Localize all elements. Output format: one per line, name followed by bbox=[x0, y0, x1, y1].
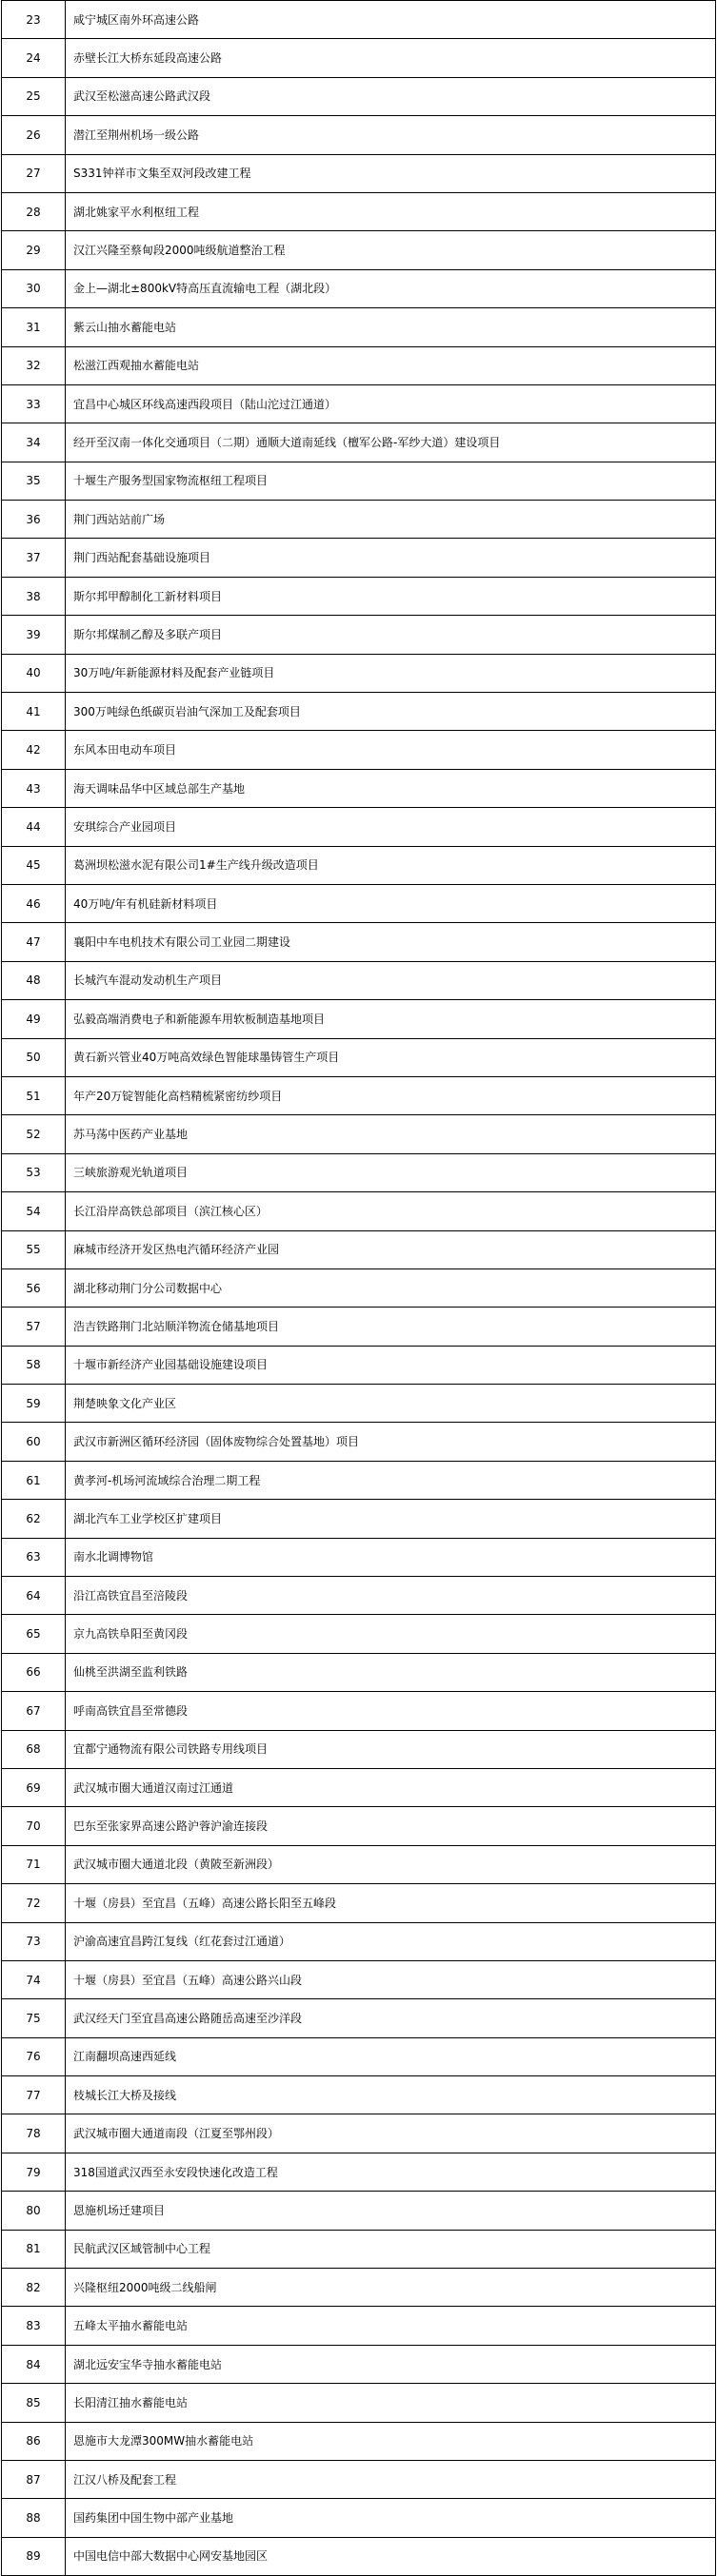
table-row bbox=[2, 192, 716, 230]
project-name: 宜昌中心城区环线高速西段项目（陆山沱过江通道） bbox=[66, 384, 716, 423]
project-table-body bbox=[2, 1, 716, 2576]
table-row bbox=[2, 577, 716, 615]
project-name: 荆门西站配套基础设施项目 bbox=[66, 539, 716, 577]
project-name: 荆门西站站前广场 bbox=[66, 501, 716, 539]
row-number: 35 bbox=[2, 462, 66, 500]
table-row bbox=[2, 1960, 716, 1998]
project-name: 武汉市新洲区循环经济园（固体废物综合处置基地）项目 bbox=[66, 1423, 716, 1461]
project-name: 民航武汉区域管制中心工程 bbox=[66, 2230, 716, 2268]
table-row bbox=[2, 1538, 716, 1576]
project-table bbox=[1, 0, 716, 2576]
project-name: 紫云山抽水蓄能电站 bbox=[66, 308, 716, 346]
project-name: 武汉城市圈大通道汉南过江通道 bbox=[66, 1768, 716, 1806]
project-name: 武汉城市圈大通道北段（黄陂至新洲段） bbox=[66, 1845, 716, 1883]
row-number: 48 bbox=[2, 961, 66, 999]
project-name: 宜都宁通物流有限公司铁路专用线项目 bbox=[66, 1730, 716, 1768]
row-number: 74 bbox=[2, 1960, 66, 1998]
table-row bbox=[2, 1653, 716, 1691]
row-number: 43 bbox=[2, 769, 66, 807]
row-number: 24 bbox=[2, 39, 66, 77]
table-row bbox=[2, 1884, 716, 1922]
table-row bbox=[2, 2537, 716, 2575]
project-name: 长城汽车混动发动机生产项目 bbox=[66, 961, 716, 999]
table-row bbox=[2, 2499, 716, 2537]
table-row bbox=[2, 808, 716, 846]
table-row bbox=[2, 423, 716, 462]
row-number: 54 bbox=[2, 1192, 66, 1230]
row-number: 32 bbox=[2, 346, 66, 384]
table-row bbox=[2, 2307, 716, 2345]
row-number: 70 bbox=[2, 1807, 66, 1845]
row-number: 61 bbox=[2, 1461, 66, 1499]
project-name: 经开至汉南一体化交通项目（二期）通顺大道南延线（檀军公路-军纱大道）建设项目 bbox=[66, 423, 716, 462]
table-row bbox=[2, 1000, 716, 1038]
table-row bbox=[2, 1153, 716, 1191]
table-row bbox=[2, 2153, 716, 2191]
project-name: 武汉至松滋高速公路武汉段 bbox=[66, 77, 716, 115]
project-name: 十堰市新经济产业园基础设施建设项目 bbox=[66, 1346, 716, 1384]
table-row bbox=[2, 884, 716, 922]
table-row bbox=[2, 1385, 716, 1423]
row-number: 68 bbox=[2, 1730, 66, 1768]
table-row bbox=[2, 346, 716, 384]
table-row bbox=[2, 116, 716, 154]
row-number: 53 bbox=[2, 1153, 66, 1191]
row-number: 66 bbox=[2, 1653, 66, 1691]
row-number: 77 bbox=[2, 2076, 66, 2114]
project-name: 潜江至荆州机场一级公路 bbox=[66, 116, 716, 154]
table-row bbox=[2, 1845, 716, 1883]
row-number: 60 bbox=[2, 1423, 66, 1461]
table-row bbox=[2, 1999, 716, 2037]
row-number: 44 bbox=[2, 808, 66, 846]
project-name: 长阳清江抽水蓄能电站 bbox=[66, 2384, 716, 2422]
row-number: 40 bbox=[2, 654, 66, 692]
project-name: 40万吨/年有机硅新材料项目 bbox=[66, 884, 716, 922]
table-row bbox=[2, 384, 716, 423]
project-name: 恩施机场迁建项目 bbox=[66, 2192, 716, 2230]
project-name: 武汉经天门至宜昌高速公路随岳高速至沙洋段 bbox=[66, 1999, 716, 2037]
project-name: 沪渝高速宜昌跨江复线（红花套过江通道） bbox=[66, 1922, 716, 1960]
table-row bbox=[2, 1615, 716, 1653]
table-row bbox=[2, 2422, 716, 2460]
project-name: 五峰太平抽水蓄能电站 bbox=[66, 2307, 716, 2345]
table-row bbox=[2, 462, 716, 500]
row-number: 87 bbox=[2, 2461, 66, 2499]
table-row bbox=[2, 1577, 716, 1615]
row-number: 55 bbox=[2, 1230, 66, 1268]
table-row bbox=[2, 1768, 716, 1806]
project-name: 黄孝河-机场河流域综合治理二期工程 bbox=[66, 1461, 716, 1499]
project-name: 中国电信中部大数据中心网安基地园区 bbox=[66, 2537, 716, 2575]
row-number: 39 bbox=[2, 616, 66, 654]
table-row bbox=[2, 654, 716, 692]
project-name: 荆楚映象文化产业区 bbox=[66, 1385, 716, 1423]
row-number: 83 bbox=[2, 2307, 66, 2345]
table-row bbox=[2, 308, 716, 346]
project-name: 十堰（房县）至宜昌（五峰）高速公路兴山段 bbox=[66, 1960, 716, 1998]
table-row bbox=[2, 154, 716, 192]
table-row bbox=[2, 501, 716, 539]
table-row bbox=[2, 2269, 716, 2307]
row-number: 42 bbox=[2, 731, 66, 769]
project-name: 京九高铁阜阳至黄冈段 bbox=[66, 1615, 716, 1653]
project-name: 金上—湖北±800kV特高压直流输电工程（湖北段） bbox=[66, 269, 716, 307]
table-row bbox=[2, 1268, 716, 1307]
project-name: 东风本田电动车项目 bbox=[66, 731, 716, 769]
row-number: 72 bbox=[2, 1884, 66, 1922]
table-row bbox=[2, 1346, 716, 1384]
table-row bbox=[2, 2345, 716, 2383]
project-name: 麻城市经济开发区热电汽循环经济产业园 bbox=[66, 1230, 716, 1268]
table-row bbox=[2, 2384, 716, 2422]
project-name: 呼南高铁宜昌至常德段 bbox=[66, 1692, 716, 1730]
row-number: 30 bbox=[2, 269, 66, 307]
row-number: 46 bbox=[2, 884, 66, 922]
row-number: 75 bbox=[2, 1999, 66, 2037]
project-name: 长江沿岸高铁总部项目（滨江核心区） bbox=[66, 1192, 716, 1230]
row-number: 49 bbox=[2, 1000, 66, 1038]
project-name: 湖北姚家平水利枢纽工程 bbox=[66, 192, 716, 230]
table-row bbox=[2, 1922, 716, 1960]
project-name: 三峡旅游观光轨道项目 bbox=[66, 1153, 716, 1191]
table-row bbox=[2, 731, 716, 769]
table-row bbox=[2, 1, 716, 39]
project-name: 江南翻坝高速西延线 bbox=[66, 2037, 716, 2075]
table-row bbox=[2, 2192, 716, 2230]
row-number: 82 bbox=[2, 2269, 66, 2307]
project-name: 斯尔邦甲醇制化工新材料项目 bbox=[66, 577, 716, 615]
table-row bbox=[2, 846, 716, 884]
row-number: 36 bbox=[2, 501, 66, 539]
row-number: 38 bbox=[2, 577, 66, 615]
table-row bbox=[2, 693, 716, 731]
row-number: 80 bbox=[2, 2192, 66, 2230]
row-number: 84 bbox=[2, 2345, 66, 2383]
table-row bbox=[2, 269, 716, 307]
row-number: 27 bbox=[2, 154, 66, 192]
project-name: 枝城长江大桥及接线 bbox=[66, 2076, 716, 2114]
row-number: 33 bbox=[2, 384, 66, 423]
table-row bbox=[2, 1461, 716, 1499]
project-name: 国药集团中国生物中部产业基地 bbox=[66, 2499, 716, 2537]
project-name: 沿江高铁宜昌至涪陵段 bbox=[66, 1577, 716, 1615]
table-row bbox=[2, 231, 716, 269]
project-name: 仙桃至洪湖至监利铁路 bbox=[66, 1653, 716, 1691]
table-row bbox=[2, 1115, 716, 1153]
row-number: 78 bbox=[2, 2114, 66, 2153]
row-number: 25 bbox=[2, 77, 66, 115]
table-row bbox=[2, 539, 716, 577]
row-number: 51 bbox=[2, 1076, 66, 1114]
row-number: 57 bbox=[2, 1308, 66, 1346]
table-row bbox=[2, 2114, 716, 2153]
project-name: 松滋江西观抽水蓄能电站 bbox=[66, 346, 716, 384]
table-row bbox=[2, 2461, 716, 2499]
project-name: 南水北调博物馆 bbox=[66, 1538, 716, 1576]
project-name: 安琪综合产业园项目 bbox=[66, 808, 716, 846]
project-name: 咸宁城区南外环高速公路 bbox=[66, 1, 716, 39]
row-number: 56 bbox=[2, 1268, 66, 1307]
project-name: 30万吨/年新能源材料及配套产业链项目 bbox=[66, 654, 716, 692]
project-name: 葛洲坝松滋水泥有限公司1#生产线升级改造项目 bbox=[66, 846, 716, 884]
row-number: 50 bbox=[2, 1038, 66, 1076]
table-row bbox=[2, 1692, 716, 1730]
project-name: 年产20万锭智能化高档精梳紧密纺纱项目 bbox=[66, 1076, 716, 1114]
project-name: 十堰（房县）至宜昌（五峰）高速公路长阳至五峰段 bbox=[66, 1884, 716, 1922]
table-row bbox=[2, 2037, 716, 2075]
row-number: 62 bbox=[2, 1500, 66, 1538]
project-name: S331钟祥市文集至双河段改建工程 bbox=[66, 154, 716, 192]
row-number: 88 bbox=[2, 2499, 66, 2537]
project-name: 湖北远安宝华寺抽水蓄能电站 bbox=[66, 2345, 716, 2383]
row-number: 45 bbox=[2, 846, 66, 884]
table-row bbox=[2, 1807, 716, 1845]
row-number: 31 bbox=[2, 308, 66, 346]
row-number: 41 bbox=[2, 693, 66, 731]
project-name: 兴隆枢纽2000吨级二线船闸 bbox=[66, 2269, 716, 2307]
project-name: 湖北移动荆门分公司数据中心 bbox=[66, 1268, 716, 1307]
table-row bbox=[2, 77, 716, 115]
row-number: 69 bbox=[2, 1768, 66, 1806]
row-number: 23 bbox=[2, 1, 66, 39]
table-row bbox=[2, 1308, 716, 1346]
row-number: 58 bbox=[2, 1346, 66, 1384]
project-name: 318国道武汉西至永安段快速化改造工程 bbox=[66, 2153, 716, 2191]
table-row bbox=[2, 961, 716, 999]
row-number: 79 bbox=[2, 2153, 66, 2191]
table-row bbox=[2, 1500, 716, 1538]
table-row bbox=[2, 1076, 716, 1114]
row-number: 26 bbox=[2, 116, 66, 154]
project-name: 黄石新兴管业40万吨高效绿色智能球墨铸管生产项目 bbox=[66, 1038, 716, 1076]
row-number: 37 bbox=[2, 539, 66, 577]
project-name: 江汉八桥及配套工程 bbox=[66, 2461, 716, 2499]
row-number: 64 bbox=[2, 1577, 66, 1615]
project-name: 苏马荡中医药产业基地 bbox=[66, 1115, 716, 1153]
table-row bbox=[2, 1730, 716, 1768]
table-row bbox=[2, 616, 716, 654]
table-row bbox=[2, 1230, 716, 1268]
project-name: 十堰生产服务型国家物流枢纽工程项目 bbox=[66, 462, 716, 500]
row-number: 63 bbox=[2, 1538, 66, 1576]
project-name: 赤壁长江大桥东延段高速公路 bbox=[66, 39, 716, 77]
table-row bbox=[2, 1423, 716, 1461]
project-name: 海天调味品华中区域总部生产基地 bbox=[66, 769, 716, 807]
table-row bbox=[2, 2076, 716, 2114]
project-name: 恩施市大龙潭300MW抽水蓄能电站 bbox=[66, 2422, 716, 2460]
row-number: 71 bbox=[2, 1845, 66, 1883]
project-name: 武汉城市圈大通道南段（江夏至鄂州段） bbox=[66, 2114, 716, 2153]
table-row bbox=[2, 1038, 716, 1076]
project-name: 汉江兴隆至蔡甸段2000吨级航道整治工程 bbox=[66, 231, 716, 269]
row-number: 85 bbox=[2, 2384, 66, 2422]
row-number: 52 bbox=[2, 1115, 66, 1153]
row-number: 73 bbox=[2, 1922, 66, 1960]
table-row bbox=[2, 39, 716, 77]
row-number: 47 bbox=[2, 923, 66, 961]
row-number: 59 bbox=[2, 1385, 66, 1423]
project-name: 襄阳中车电机技术有限公司工业园二期建设 bbox=[66, 923, 716, 961]
row-number: 76 bbox=[2, 2037, 66, 2075]
table-row bbox=[2, 1192, 716, 1230]
row-number: 89 bbox=[2, 2537, 66, 2575]
row-number: 67 bbox=[2, 1692, 66, 1730]
table-row bbox=[2, 923, 716, 961]
table-row bbox=[2, 769, 716, 807]
project-name: 300万吨绿色纸碳页岩油气深加工及配套项目 bbox=[66, 693, 716, 731]
project-name: 湖北汽车工业学校区扩建项目 bbox=[66, 1500, 716, 1538]
row-number: 34 bbox=[2, 423, 66, 462]
row-number: 86 bbox=[2, 2422, 66, 2460]
project-name: 浩吉铁路荆门北站顺洋物流仓储基地项目 bbox=[66, 1308, 716, 1346]
table-row bbox=[2, 2230, 716, 2268]
row-number: 65 bbox=[2, 1615, 66, 1653]
row-number: 28 bbox=[2, 192, 66, 230]
row-number: 81 bbox=[2, 2230, 66, 2268]
project-name: 巴东至张家界高速公路沪蓉沪渝连接段 bbox=[66, 1807, 716, 1845]
project-name: 斯尔邦煤制乙醇及多联产项目 bbox=[66, 616, 716, 654]
row-number: 29 bbox=[2, 231, 66, 269]
project-name: 弘毅高端消费电子和新能源车用软板制造基地项目 bbox=[66, 1000, 716, 1038]
